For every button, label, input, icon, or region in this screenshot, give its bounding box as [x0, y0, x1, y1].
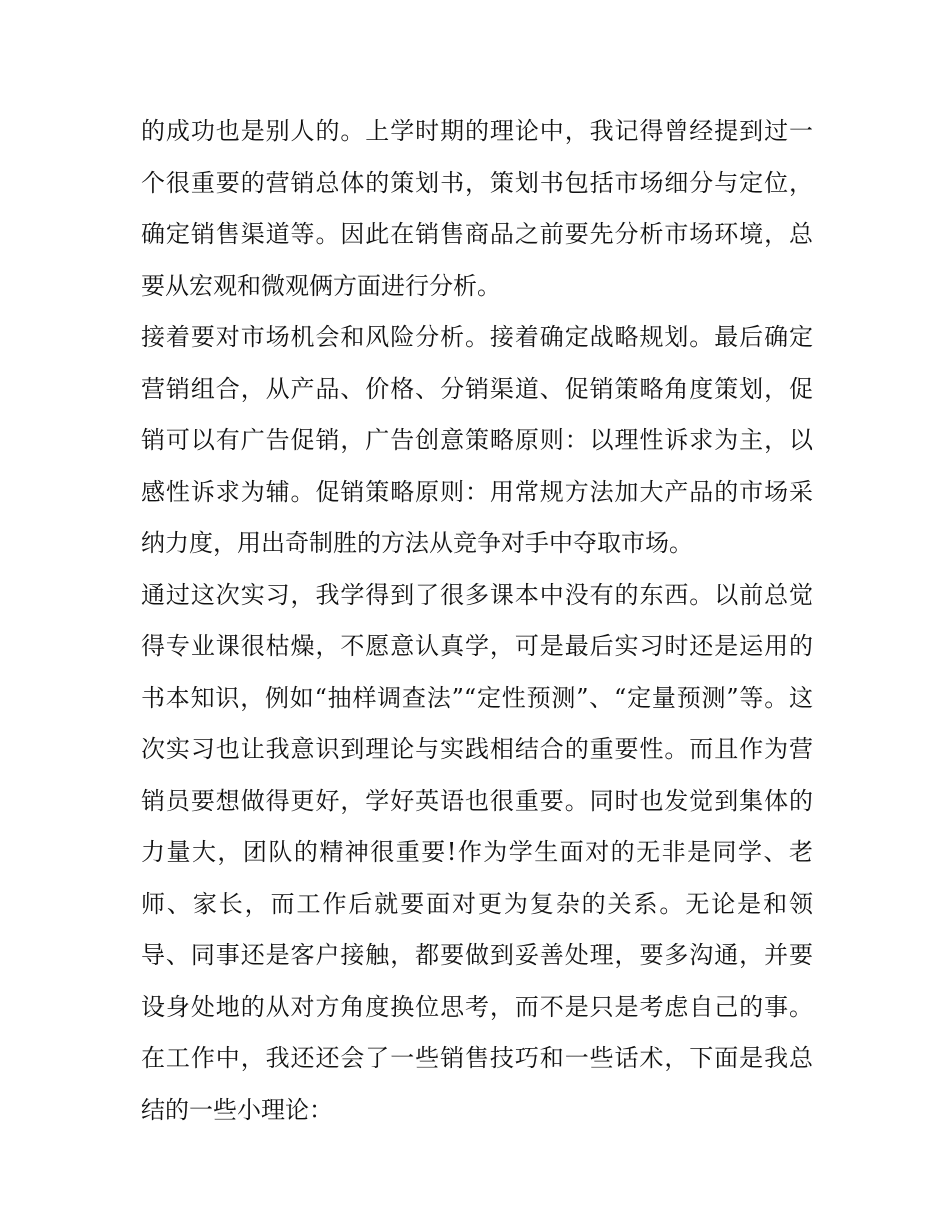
text-line: 接着要对市场机会和风险分析。接着确定战略规划。最后确定 — [141, 323, 813, 351]
text-line: 确定销售渠道等。因此在销售商品之前要先分析市场环境，总 — [141, 220, 813, 248]
text-line: 师、家长，而工作后就要面对更为复杂的关系。无论是和领 — [141, 889, 813, 918]
text-line: 得专业课很枯燥，不愿意认真学，可是最后实习时还是运用的 — [141, 632, 813, 660]
text-line: 个很重要的营销总体的策划书，策划书包括市场细分与定位， — [141, 168, 813, 197]
text-line: 销可以有广告促销，广告创意策略原则：以理性诉求为主，以 — [141, 426, 813, 454]
text-line: 设身处地的从对方角度换位思考，而不是只是考虑自己的事。 — [141, 992, 813, 1021]
text-line: 纳力度，用出奇制胜的方法从竞争对手中夺取市场。 — [141, 529, 693, 557]
text-line: 力量大，团队的精神很重要!作为学生面对的无非是同学、老 — [141, 838, 813, 866]
text-line: 在工作中，我还还会了一些销售技巧和一些话术，下面是我总 — [141, 1044, 813, 1072]
paragraph-1 — [141, 106, 813, 312]
paragraph-3 — [141, 570, 813, 1137]
text-line: 通过这次实习，我学得到了很多课本中没有的东西。以前总觉 — [141, 580, 813, 609]
text-line: 销员要想做得更好，学好英语也很重要。同时也发觉到集体的 — [141, 786, 813, 815]
text-line: 次实习也让我意识到理论与实践相结合的重要性。而且作为营 — [141, 735, 813, 763]
document-body — [141, 106, 813, 1136]
text-line: 结的一些小理论： — [141, 1095, 333, 1124]
text-line: 要从宏观和微观俩方面进行分析。 — [141, 271, 501, 300]
text-line: 的成功也是别人的。上学时期的理论中，我记得曾经提到过一 — [141, 117, 813, 145]
paragraph-2 — [141, 312, 813, 570]
text-line: 感性诉求为辅。促销策略原则：用常规方法加大产品的市场采 — [141, 477, 813, 506]
text-line: 导、同事还是客户接触，都要做到妥善处理，要多沟通，并要 — [141, 941, 813, 969]
text-line: 书本知识，例如“抽样调查法”“定性预测”、“定量预测”等。这 — [141, 683, 813, 712]
text-line: 营销组合，从产品、价格、分销渠道、促销策略角度策划，促 — [141, 374, 813, 403]
